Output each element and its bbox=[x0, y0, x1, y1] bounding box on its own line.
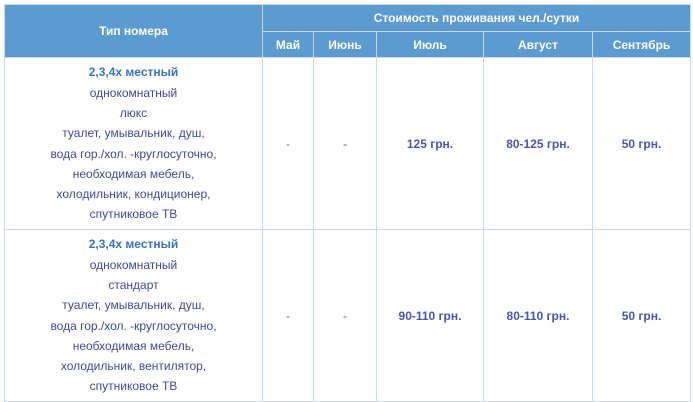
month-header-june: Июнь bbox=[314, 32, 377, 58]
room-detail: необходимая мебель, bbox=[72, 338, 195, 353]
month-header-july: Июль bbox=[377, 32, 484, 58]
price-cell-august: 80-110 грн. bbox=[484, 230, 593, 402]
room-detail: однокомнатный bbox=[89, 257, 178, 272]
month-header-august: Август bbox=[484, 32, 593, 58]
price-cell-june: - bbox=[314, 230, 377, 402]
room-detail: туалет, умывальник, душ, bbox=[62, 298, 205, 313]
price-cell-september: 50 грн. bbox=[593, 58, 691, 230]
room-detail: вода гор./хол. -круглосуточно, bbox=[50, 318, 217, 333]
header-row-top bbox=[5, 5, 691, 32]
room-detail: спутниковое ТВ bbox=[89, 207, 178, 222]
room-name: 2,3,4х местный bbox=[88, 65, 179, 80]
room-detail: холодильник, вентилятор, bbox=[60, 359, 207, 374]
room-detail: вода гор./хол. -круглосуточно, bbox=[50, 146, 217, 161]
price-cell-june: - bbox=[314, 58, 377, 230]
room-detail: спутниковое ТВ bbox=[89, 379, 178, 394]
room-category: люкс bbox=[119, 105, 148, 120]
month-header-may: Май bbox=[263, 32, 314, 58]
price-cell-may: - bbox=[263, 58, 314, 230]
room-description bbox=[5, 58, 263, 230]
price-cell-may: - bbox=[263, 230, 314, 402]
room-detail: необходимая мебель, bbox=[72, 166, 195, 181]
price-table bbox=[4, 4, 691, 402]
price-cell-july: 125 грн. bbox=[377, 58, 484, 230]
price-cell-september: 50 грн. bbox=[593, 230, 691, 402]
room-description bbox=[5, 230, 263, 402]
cost-header: Стоимость проживания чел./сутки bbox=[263, 5, 691, 32]
room-detail: туалет, умывальник, душ, bbox=[62, 126, 205, 141]
room-category: стандарт bbox=[108, 277, 159, 292]
room-type-header: Тип номера bbox=[5, 5, 263, 58]
table-row bbox=[5, 230, 691, 402]
month-header-september: Сентябрь bbox=[593, 32, 691, 58]
price-cell-august: 80-125 грн. bbox=[484, 58, 593, 230]
room-name: 2,3,4х местный bbox=[88, 237, 179, 252]
table-row bbox=[5, 58, 691, 230]
price-cell-july: 90-110 грн. bbox=[377, 230, 484, 402]
room-detail: однокомнатный bbox=[89, 85, 178, 100]
room-detail: холодильник, кондиционер, bbox=[56, 187, 211, 202]
